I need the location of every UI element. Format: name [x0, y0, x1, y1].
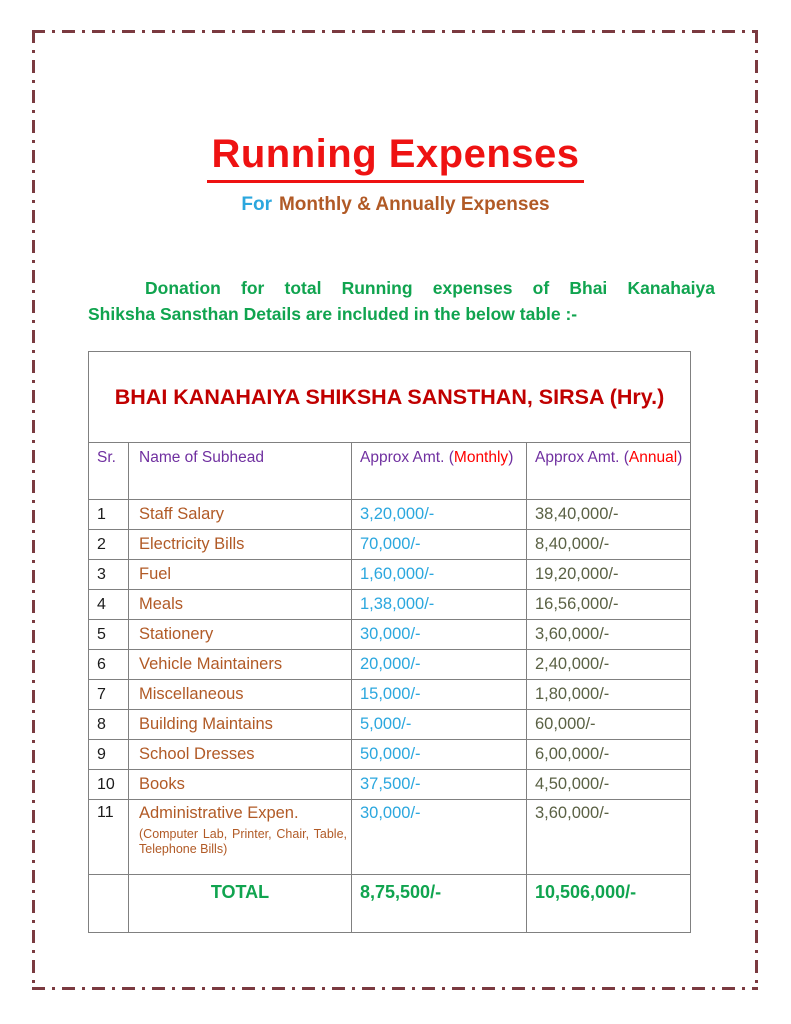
page-subtitle	[0, 194, 791, 216]
name-cell	[129, 800, 352, 875]
page-title	[0, 132, 791, 183]
table-row	[89, 650, 691, 680]
table-row	[89, 740, 691, 770]
annual-cell: 3,60,000/-	[527, 800, 691, 875]
monthly-cell: 50,000/-	[352, 740, 527, 770]
sr-cell: 6	[89, 650, 129, 680]
column-header-sr: Sr.	[89, 443, 129, 500]
table-row	[89, 590, 691, 620]
annual-cell: 1,80,000/-	[527, 680, 691, 710]
table-title-row	[89, 352, 691, 443]
sr-cell: 10	[89, 770, 129, 800]
annual-header-suffix: )	[677, 449, 683, 466]
intro-line-1: Donation for total Running expenses of Bhai Kanahaiya	[145, 277, 715, 298]
table-row	[89, 560, 691, 590]
sr-cell: 7	[89, 680, 129, 710]
monthly-header-word: Monthly	[453, 449, 509, 466]
annual-cell: 2,40,000/-	[527, 650, 691, 680]
monthly-cell: 70,000/-	[352, 530, 527, 560]
monthly-header-suffix: )	[508, 449, 514, 466]
annual-cell: 4,50,000/-	[527, 770, 691, 800]
page-border-top	[32, 30, 758, 33]
column-header-row	[89, 443, 691, 500]
total-annual: 10,506,000/-	[527, 875, 691, 933]
subtitle-for-word: For	[241, 194, 272, 215]
intro-paragraph	[88, 275, 715, 327]
sr-cell: 5	[89, 620, 129, 650]
sr-cell: 9	[89, 740, 129, 770]
name-cell: Fuel	[129, 560, 352, 590]
sr-cell: 1	[89, 500, 129, 530]
monthly-cell: 3,20,000/-	[352, 500, 527, 530]
table-row	[89, 500, 691, 530]
name-cell: Vehicle Maintainers	[129, 650, 352, 680]
name-cell: Electricity Bills	[129, 530, 352, 560]
page-title-text: Running Expenses	[207, 132, 583, 183]
monthly-cell: 1,38,000/-	[352, 590, 527, 620]
annual-cell: 8,40,000/-	[527, 530, 691, 560]
annual-cell: 3,60,000/-	[527, 620, 691, 650]
table-row	[89, 770, 691, 800]
sr-cell: 4	[89, 590, 129, 620]
table-row	[89, 530, 691, 560]
subtitle-rest: Monthly & Annually Expenses	[278, 194, 550, 215]
name-note: (Computer Lab, Printer, Chair, Table, Telephone Bills)	[139, 827, 347, 856]
annual-cell: 16,56,000/-	[527, 590, 691, 620]
column-header-annual	[527, 443, 691, 500]
column-header-name: Name of Subhead	[129, 443, 352, 500]
table-row	[89, 710, 691, 740]
monthly-cell: 30,000/-	[352, 800, 527, 875]
monthly-cell: 15,000/-	[352, 680, 527, 710]
annual-header-prefix: Approx Amt. (	[535, 449, 629, 466]
name-cell: Meals	[129, 590, 352, 620]
sr-cell: 2	[89, 530, 129, 560]
table-row	[89, 800, 691, 875]
table-row	[89, 680, 691, 710]
annual-cell: 60,000/-	[527, 710, 691, 740]
total-label: TOTAL	[129, 875, 352, 933]
intro-line-2: Shiksha Sansthan Details are included in the below table :-	[88, 303, 578, 324]
monthly-cell: 20,000/-	[352, 650, 527, 680]
table-title: BHAI KANAHAIYA SHIKSHA SANSTHAN, SIRSA (Hry.)	[89, 352, 691, 443]
name-cell: School Dresses	[129, 740, 352, 770]
annual-cell: 19,20,000/-	[527, 560, 691, 590]
name-cell: Books	[129, 770, 352, 800]
total-monthly: 8,75,500/-	[352, 875, 527, 933]
column-header-monthly	[352, 443, 527, 500]
monthly-cell: 5,000/-	[352, 710, 527, 740]
monthly-header-prefix: Approx Amt. (	[360, 449, 454, 466]
expenses-table	[88, 351, 691, 933]
sr-cell: 3	[89, 560, 129, 590]
name-text: Administrative Expen.	[139, 804, 299, 822]
monthly-cell: 1,60,000/-	[352, 560, 527, 590]
annual-cell: 6,00,000/-	[527, 740, 691, 770]
total-sr-cell-empty	[89, 875, 129, 933]
monthly-cell: 37,500/-	[352, 770, 527, 800]
table-row	[89, 620, 691, 650]
monthly-cell: 30,000/-	[352, 620, 527, 650]
name-cell: Stationery	[129, 620, 352, 650]
name-cell: Building Maintains	[129, 710, 352, 740]
name-cell: Staff Salary	[129, 500, 352, 530]
total-row	[89, 875, 691, 933]
sr-cell: 11	[89, 800, 129, 875]
sr-cell: 8	[89, 710, 129, 740]
name-cell: Miscellaneous	[129, 680, 352, 710]
annual-header-word: Annual	[628, 449, 678, 466]
page-border-bottom	[32, 987, 758, 990]
annual-cell: 38,40,000/-	[527, 500, 691, 530]
